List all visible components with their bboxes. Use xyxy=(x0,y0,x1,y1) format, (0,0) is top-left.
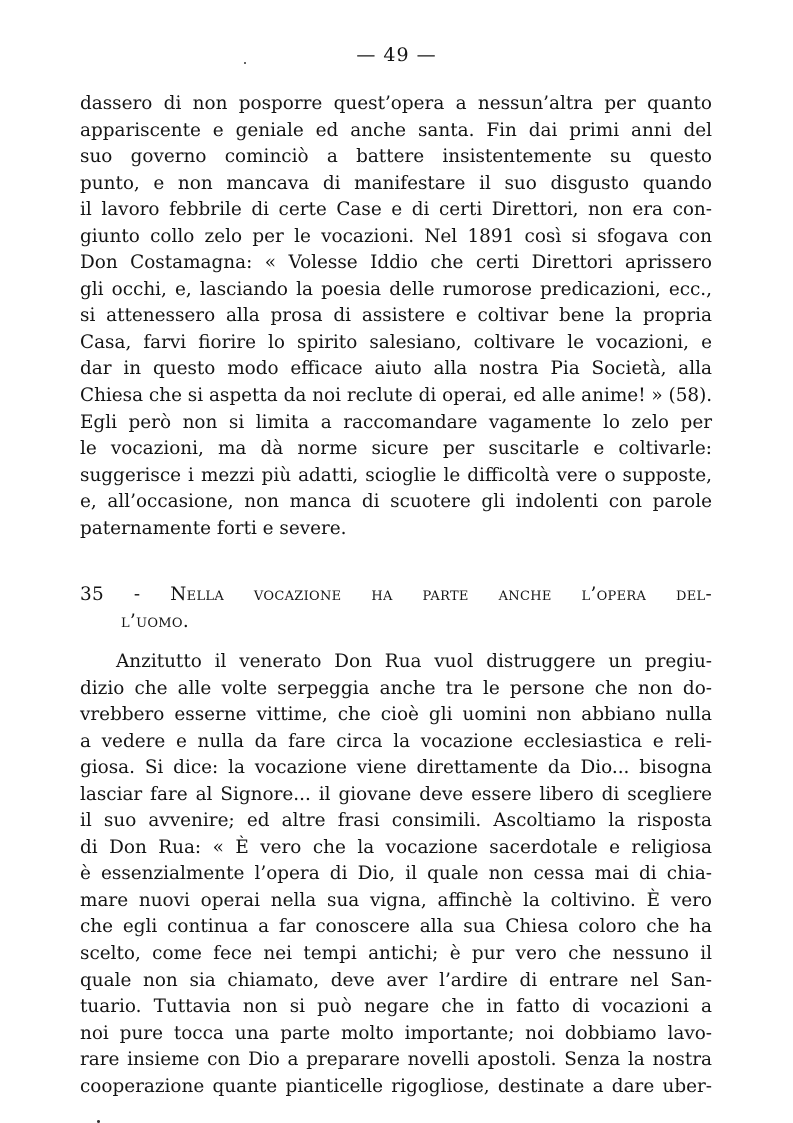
section-heading xyxy=(80,581,712,635)
text-line: lasciar fare al Signore... il giovane deve essere libero di scegliere xyxy=(80,783,712,805)
text-line: noi pure tocca una parte molto importante; noi dobbiamo lavo- xyxy=(80,1022,712,1044)
section-heading-line: 35 - Nella vocazione ha parte anche l’opera del- xyxy=(80,584,712,605)
text-line: Anzitutto il venerato Don Rua vuol distruggere un pregiu- xyxy=(116,651,712,672)
text-line: quale non sia chiamato, deve aver l’ardire di entrare nel San- xyxy=(80,969,712,991)
text-line: si attenessero alla prosa di assistere e coltivar bene la propria xyxy=(80,305,712,327)
text-line: Don Costamagna: « Volesse Iddio che certi Direttori aprissero xyxy=(80,252,712,274)
page-number: — 49 — xyxy=(356,44,437,66)
text-line: e, all’occasione, non manca di scuotere gli indolenti con parole xyxy=(80,491,712,513)
text-line: mare nuovi operai nella sua vigna, affinchè la coltivino. È vero xyxy=(80,889,712,911)
text-line: le vocazioni, ma dà norme sicure per suscitarle e coltivarle: xyxy=(80,438,712,460)
text-line: dizio che alle volte serpeggia anche tra le persone che non do- xyxy=(80,677,712,699)
text-line: dar in questo modo efficace aiuto alla nostra Pia Società, alla xyxy=(80,358,712,380)
ink-speck xyxy=(244,62,246,64)
text-line: paternamente forti e severe. xyxy=(80,517,347,539)
section-heading-line: l’uomo. xyxy=(121,611,190,632)
text-line: vrebbero esserne vittime, che cioè gli uomini non abbiano nulla xyxy=(80,704,712,726)
text-line: cooperazione quante pianticelle rigogliose, destinate a dare uber- xyxy=(80,1075,712,1097)
text-line: Egli però non si limita a raccomandare vagamente lo zelo per xyxy=(80,411,712,433)
text-line: tuario. Tuttavia non si può negare che in fatto di vocazioni a xyxy=(80,996,712,1018)
text-line: è essenzialmente l’opera di Dio, il quale non cessa mai di chia- xyxy=(80,863,712,885)
text-line: appariscente e geniale ed anche santa. Fin dai primi anni del xyxy=(80,119,712,141)
text-line: dassero di non posporre quest’opera a nessun’altra per quanto xyxy=(80,93,712,114)
text-line: gli occhi, e, lasciando la poesia delle rumorose predicazioni, ecc., xyxy=(80,278,712,300)
text-line: punto, e non mancava di manifestare il suo disgusto quando xyxy=(80,172,712,194)
text-line: rare insieme con Dio a preparare novelli apostoli. Senza la nostra xyxy=(80,1049,712,1071)
text-line: Casa, farvi fiorire lo spirito salesiano, coltivare le vocazioni, e xyxy=(80,331,712,353)
paragraph-continued xyxy=(80,91,712,542)
text-line: suggerisce i mezzi più adatti, scioglie le difficoltà vere o supposte, xyxy=(80,464,712,486)
text-line: di Don Rua: « È vero che la vocazione sacerdotale e religiosa xyxy=(80,836,712,858)
text-line: suo governo cominciò a battere insistentemente su questo xyxy=(80,146,712,168)
text-line: giosa. Si dice: la vocazione viene direttamente da Dio... bisogna xyxy=(80,757,712,779)
text-line: il lavoro febbrile di certe Case e di certi Direttori, non era con- xyxy=(80,199,712,221)
text-line: scelto, come fece nei tempi antichi; è pur vero che nessuno il xyxy=(80,943,712,965)
text-line: il suo avvenire; ed altre frasi consimili. Ascoltiamo la risposta xyxy=(80,810,712,832)
paragraph xyxy=(80,649,712,1100)
text-line: Chiesa che si aspetta da noi reclute di operai, ed alle anime! » (58). xyxy=(80,385,713,407)
text-line: giunto collo zelo per le vocazioni. Nel 1891 così si sfogava con xyxy=(80,225,712,247)
text-line: che egli continua a far conoscere alla sua Chiesa coloro che ha xyxy=(80,916,712,938)
text-line: a vedere e nulla da fare circa la vocazione ecclesiastica e reli- xyxy=(80,730,712,752)
